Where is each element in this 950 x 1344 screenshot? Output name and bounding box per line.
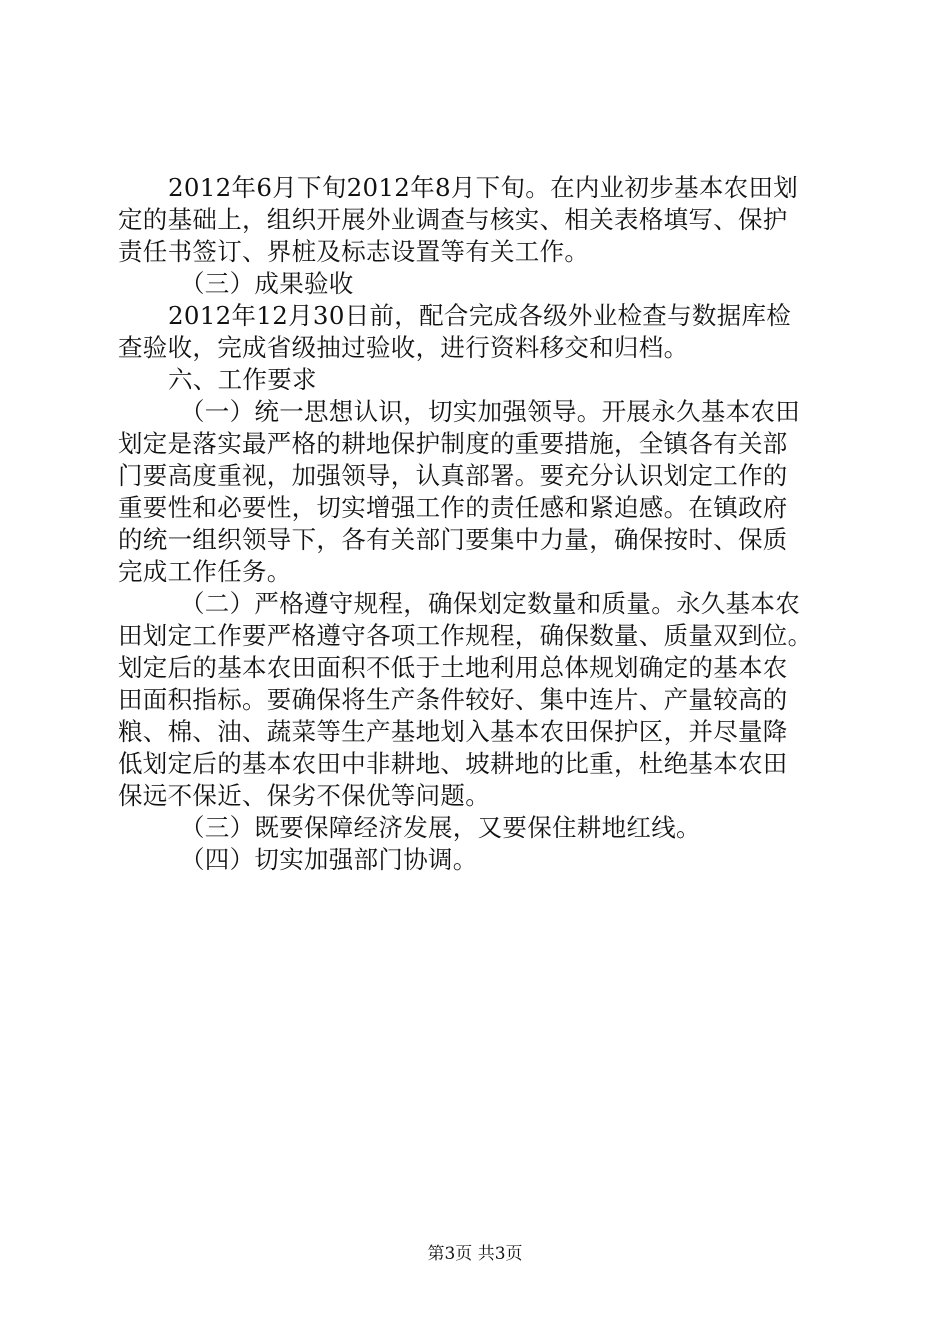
section-heading: 六、工作要求 [168,365,317,394]
text-line: （三）既要保障经济发展，又要保住耕地红线。 [180,813,701,842]
text-line: 划定是落实最严格的耕地保护制度的重要措施，全镇各有关部 [118,429,788,458]
page-footer [0,1243,950,1265]
text-line: （一）统一思想认识，切实加强领导。开展永久基本农田 [180,397,800,426]
text-line: 责任书签订、界桩及标志设置等有关工作。 [118,237,590,266]
text-line: （二）严格遵守规程，确保划定数量和质量。永久基本农 [180,589,800,618]
text-line: （四）切实加强部门协调。 [180,845,478,874]
text-line: 的统一组织领导下，各有关部门要集中力量，确保按时、保质 [118,525,788,554]
text-line: 定的基础上，组织开展外业调查与核实、相关表格填写、保护 [118,205,788,234]
text-line: 粮、棉、油、蔬菜等生产基地划入基本农田保护区，并尽量降 [118,717,788,746]
text-line: 田面积指标。要确保将生产条件较好、集中连片、产量较高的 [118,685,788,714]
page-number-label: 第3页 共3页 [427,1244,523,1264]
text-line: 门要高度重视，加强领导，认真部署。要充分认识划定工作的 [118,461,788,490]
text-line: 重要性和必要性，切实增强工作的责任感和紧迫感。在镇政府 [118,493,788,522]
text-line: 2012年6月下旬2012年8月下旬。在内业初步基本农田划 [168,173,799,202]
document-body [118,172,838,876]
text-line: 低划定后的基本农田中非耕地、坡耕地的比重，杜绝基本农田 [118,749,788,778]
text-line: 田划定工作要严格遵守各项工作规程，确保数量、质量双到位。 [118,621,813,650]
text-line: 查验收，完成省级抽过验收，进行资料移交和归档。 [118,333,689,362]
section-heading: （三）成果验收 [180,269,354,298]
text-line: 划定后的基本农田面积不低于土地利用总体规划确定的基本农 [118,653,788,682]
text-line: 完成工作任务。 [118,557,292,586]
text-line: 保远不保近、保劣不保优等问题。 [118,781,490,810]
text-line: 2012年12月30日前，配合完成各级外业检查与数据库检 [168,301,792,330]
